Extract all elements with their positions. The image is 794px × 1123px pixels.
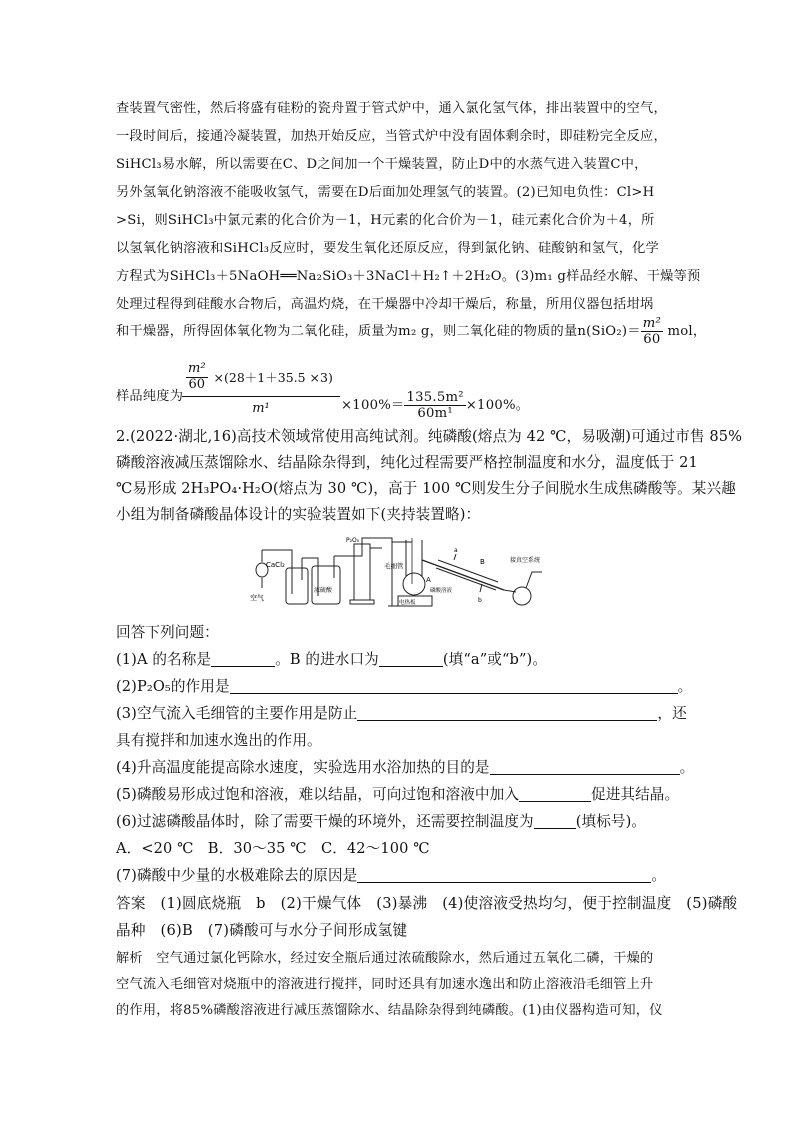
times-100-equals: ×100%＝ <box>341 398 405 414</box>
capillary-label: 毛细管 <box>384 562 404 570</box>
subq-7-text-a: (7)磷酸中少量的水极难除去的原因是 <box>116 867 358 884</box>
subq-6-text-b: (填标号)。 <box>575 813 647 830</box>
subq-3-text-a: (3)空气流入毛细管的主要作用是防止 <box>116 705 358 722</box>
mol-unit: mol， <box>663 324 707 340</box>
solution-label: 磷酸溶液 <box>430 588 453 594</box>
subq-2-text-b: 。 <box>677 678 693 695</box>
purity-numerator <box>182 358 340 397</box>
p2o5-label: P₂O₅ <box>346 537 360 544</box>
air-label: 空气 <box>250 594 264 602</box>
question-line-1: 2.(2022·湖北,16)高技术领域常使用高纯试剂。纯磷酸(熔点为 42 ℃，易吸潮)可通过市售 85% <box>116 428 743 445</box>
heater-label: 电热板 <box>399 600 416 606</box>
inner-denominator: 60 <box>188 376 206 392</box>
condenser-tube <box>422 560 504 590</box>
subquestion-3 <box>116 702 687 723</box>
column-stand <box>350 600 374 604</box>
answer-prompt: 回答下列问题： <box>116 624 219 641</box>
condenser-jacket <box>436 560 498 590</box>
silica-moles-fraction <box>641 316 663 347</box>
blank-6[interactable] <box>534 814 576 829</box>
subquestion-6 <box>116 810 678 831</box>
h2so4-label: 浓硫酸 <box>314 587 333 594</box>
subq-3-text-b: ，还 <box>657 705 687 722</box>
answer-line-1: 答案 (1)圆底烧瓶 b (2)干燥气体 (3)暴沸 (4)使溶液受热均匀，便于控制温度 (5)磷酸 <box>116 895 738 912</box>
subq-2-text-a: (2)P₂O₅的作用是 <box>116 678 230 695</box>
result-numerator: 135.5m² <box>406 390 464 405</box>
explanation-line-4: 另外氢氧化钠溶液不能吸收氢气，需要在D后面加处理氢气的装置。(2)已知电负性：Cl>H <box>116 185 655 200</box>
explanation-line-9 <box>116 316 707 348</box>
purity-main-fraction <box>182 358 340 416</box>
analysis-line-3: 的作用，将85%磷酸溶液进行减压蒸馏除水、结晶除杂得到纯磷酸。(1)由仪器构造可知，仪 <box>116 1003 663 1018</box>
vacuum-label: 接真空系统 <box>510 557 541 564</box>
result-denominator: 60m¹ <box>417 406 453 422</box>
vacuum-line <box>526 572 542 588</box>
port-a-label: a <box>454 547 458 554</box>
purity-tail: ×100%。 <box>465 398 530 414</box>
apparatus-diagram <box>242 532 556 610</box>
subquestion-4 <box>116 756 695 777</box>
purity-result <box>341 390 529 421</box>
subq-6-text-a: (6)过滤磷酸晶体时，除了需要干燥的环境外，还需要控制温度为 <box>116 813 534 830</box>
purity-denominator: m¹ <box>252 401 270 416</box>
subq-1-text-b: 。B 的进水口为 <box>275 651 379 668</box>
purity-result-fraction <box>404 390 465 421</box>
purity-inner-fraction <box>186 362 208 393</box>
explanation-line-1: 查装置气密性，然后将盛有硅粉的瓷舟置于管式炉中，通入氯化氢气体，排出装置中的空气， <box>116 101 667 116</box>
port-b-label: b <box>478 597 482 604</box>
purity-label: 样品纯度为 <box>116 389 184 404</box>
subq-4-text-a: (4)升高温度能提高除水速度，实验选用水浴加热的目的是 <box>116 759 490 776</box>
explanation-line-2: 一段时间后，接通冷凝装置，加热开始反应，当管式炉中没有固体剩余时，即硅粉完全反应， <box>116 129 667 144</box>
molar-mass-expression: ×(28＋1＋35.5 ×3) <box>213 370 333 385</box>
blank-3[interactable] <box>357 706 657 721</box>
answer-line-2: 晶种 (6)B (7)磷酸可与水分子间形成氢键 <box>116 922 408 939</box>
explanation-line-7: 方程式为SiHCl₃＋5NaOH══Na₂SiO₃＋3NaCl＋H₂↑＋2H₂O。(3)m₁ g样品经水解、干燥等预 <box>116 269 701 284</box>
blank-2[interactable] <box>230 679 678 694</box>
condenser-b-label: B <box>480 558 485 566</box>
subq-5-text-a: (5)磷酸易形成过饱和溶液，难以结晶，可向过饱和溶液中加入 <box>116 786 520 803</box>
subq-5-text-b: 促进其结晶。 <box>591 786 680 803</box>
fraction-denominator: 60 <box>643 332 661 348</box>
question-line-4: 小组为制备磷酸晶体设计的实验装置如下(夹持装置略)： <box>116 506 481 523</box>
analysis-line-1: 解析 空气通过氯化钙除水，经过安全瓶后通过浓硫酸除水，然后通过五氧化二磷，干燥的 <box>116 951 654 966</box>
blank-4[interactable] <box>490 760 680 775</box>
fraction-numerator: m² <box>642 316 662 331</box>
explanation-line-5: >Si，则SiHCl₃中氯元素的化合价为－1，H元素的化合价为－1，硅元素化合价为＋4，所 <box>116 213 655 228</box>
subquestion-1 <box>116 648 678 669</box>
explanation-line-3: SiHCl₃易水解，所以需要在C、D之间加一个干燥装置，防止D中的水蒸气进入装置C中， <box>116 157 648 172</box>
subq-1-text-c: (填“a”或“b”)。 <box>442 651 548 668</box>
blank-1-name[interactable] <box>211 652 275 667</box>
subq-4-text-b: 。 <box>679 759 695 776</box>
explanation-line-8: 处理过程得到硅酸水合物后，高温灼烧，在干燥器中冷却干燥后，称量，所用仪器包括坩埚 <box>116 297 654 312</box>
explanation-line-6: 以氢氧化钠溶液和SiHCl₃反应时，要发生氧化还原反应，得到氯化钠、硅酸钠和氢气，化学 <box>116 241 660 256</box>
subq-7-text-b: 。 <box>651 867 667 884</box>
silica-moles-text: 和干燥器，所得固体氧化物为二氧化硅，质量为m₂ g，则二氧化硅的物质的量n(SiO₂)＝ <box>116 324 641 340</box>
round-bottom-flask <box>403 573 425 595</box>
subq-1-text-a: (1)A 的名称是 <box>116 651 212 668</box>
subquestion-3-cont: 具有搅拌和加速水逸出的作用。 <box>116 732 322 749</box>
blank-1-inlet[interactable] <box>379 652 443 667</box>
blank-7[interactable] <box>357 868 651 883</box>
analysis-line-2: 空气流入毛细管对烧瓶中的溶液进行搅拌，同时还具有加速水逸出和防止溶液沿毛细管上升 <box>116 977 654 992</box>
flask-a-label: A <box>426 576 431 584</box>
question-line-3: ℃易形成 2H₃PO₄·H₂O(熔点为 30 ℃)，高于 100 ℃则发生分子间脱水生成焦磷酸等。某兴趣 <box>116 480 736 497</box>
options-line: A．<20 ℃ B．30～35 ℃ C．42～100 ℃ <box>116 840 430 857</box>
question-line-2: 磷酸溶液减压蒸馏除水、结晶除杂得到，纯化过程需要严格控制温度和水分，温度低于 21 <box>116 454 698 471</box>
receiving-flask <box>513 587 531 605</box>
subquestion-5 <box>116 783 678 804</box>
safety-bottle <box>286 568 308 604</box>
cacl2-label: CaCl₂ <box>266 561 285 569</box>
blank-5[interactable] <box>519 787 591 802</box>
inner-numerator: m² <box>188 360 206 376</box>
subquestion-2 <box>116 675 693 696</box>
sulfuric-acid-bottle <box>312 566 340 604</box>
subquestion-7 <box>116 864 678 885</box>
